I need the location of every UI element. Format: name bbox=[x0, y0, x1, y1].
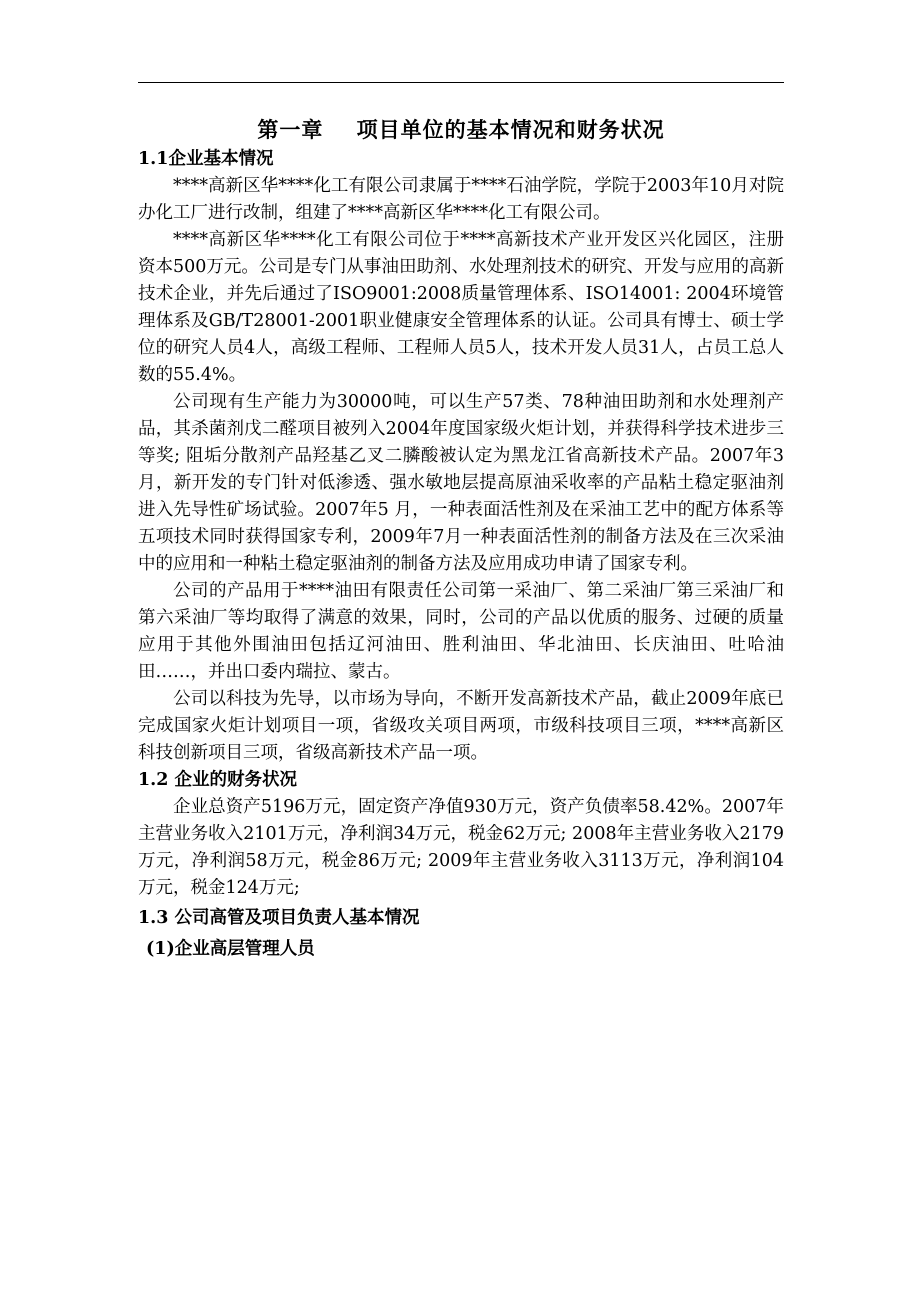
section-heading-1-3: 1.3 公司高管及项目负责人基本情况 bbox=[138, 908, 420, 928]
section-heading-1-1: 1.1企业基本情况 bbox=[138, 149, 274, 169]
paragraph: ****高新区华****化工有限公司位于****高新技术产业开发区兴化园区，注册资本500万元。公司是专门从事油田助剂、水处理剂技术的研究、开发与应用的高新技术企业，并先后通过了ISO9001:2008质量管理体系、ISO14001: 2004环境管理体系及GB/T28001-2001职业健康安全管理体系的认证。公司具有博士、硕士学位的研究人员4人，高级工程师、工程师人员5人，技术开发人员31人，占员工总人数的55.4%。 bbox=[138, 230, 784, 385]
chapter-title: 第一章 项目单位的基本情况和财务状况 bbox=[257, 117, 665, 142]
paragraph: 公司现有生产能力为30000吨，可以生产57类、78种油田助剂和水处理剂产品，其杀菌剂戊二醛项目被列入2004年度国家级火炬计划，并获得科学技术进步三等奖; 阻垢分散剂产品羟基乙叉二膦酸被认定为黑龙江省高新技术产品。2007年3月，新开发的专门针对低渗透、强水敏地层提高原油采收率的产品粘土稳定驱油剂进入先导性矿场试验。2007年5 月，一种表面活性剂及在采油工艺中的配方体系等五项技术同时获得国家专利，2009年7月一种表面活性剂的制备方法及在三次采油中的应用和一种粘土稳定驱油剂的制备方法及应用成功申请了国家专利。 bbox=[138, 392, 784, 574]
paragraph: ****高新区华****化工有限公司隶属于****石油学院，学院于2003年10月对院办化工厂进行改制，组建了****高新区华****化工有限公司。 bbox=[138, 176, 784, 223]
header-rule bbox=[138, 82, 784, 83]
paragraph: 企业总资产5196万元，固定资产净值930万元，资产负债率58.42%。2007年主营业务收入2101万元，净利润34万元，税金62万元; 2008年主营业务收入2179万元，净利润58万元，税金86万元; 2009年主营业务收入3113万元，净利润104万元，税金124万元; bbox=[138, 797, 784, 898]
paragraph: 公司的产品用于****油田有限责任公司第一采油厂、第二采油厂第三采油厂和第六采油厂等均取得了满意的效果，同时，公司的产品以优质的服务、过硬的质量应用于其他外围油田包括辽河油田、胜利油田、华北油田、长庆油田、吐哈油田……，并出口委内瑞拉、蒙古。 bbox=[138, 581, 784, 682]
document-body bbox=[138, 114, 784, 963]
paragraph: 公司以科技为先导，以市场为导向，不断开发高新技术产品，截止2009年底已完成国家火炬计划项目一项，省级攻关项目两项，市级科技项目三项，****高新区科技创新项目三项，省级高新技术产品一项。 bbox=[138, 689, 784, 763]
section-heading-1-2: 1.2 企业的财务状况 bbox=[138, 770, 298, 790]
subheading-senior-management: (1)企业高层管理人员 bbox=[146, 939, 315, 959]
